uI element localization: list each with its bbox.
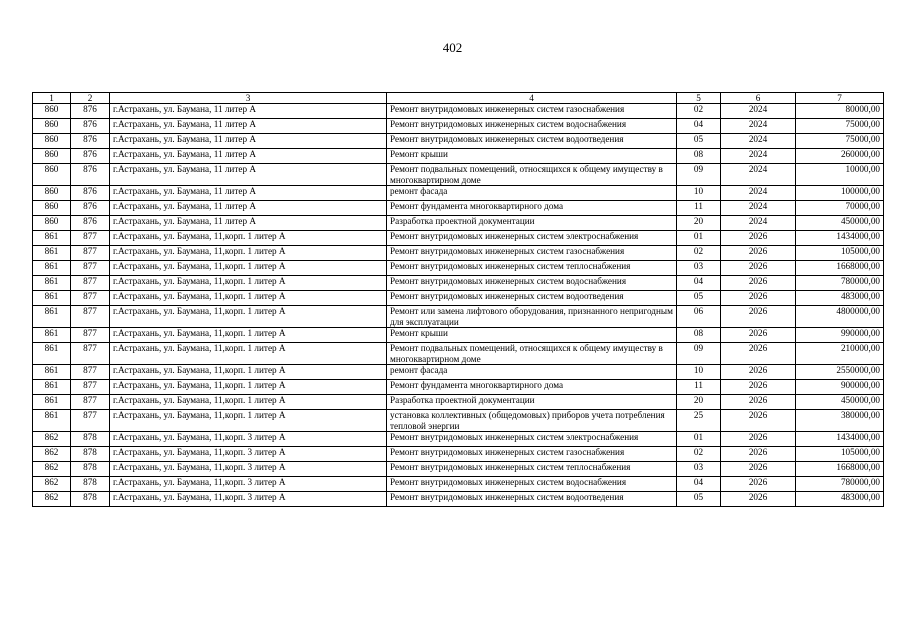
year-cell: 2026 [721, 343, 796, 365]
row-index-cell: 862 [33, 477, 71, 492]
table-row [33, 432, 884, 447]
work-code-cell: 04 [677, 477, 721, 492]
year-cell: 2026 [721, 447, 796, 462]
record-number-cell: 876 [71, 119, 110, 134]
record-number-cell: 877 [71, 328, 110, 343]
work-type-cell: Ремонт внутридомовых инженерных систем электроснабжения [387, 231, 677, 246]
record-number-cell: 878 [71, 432, 110, 447]
year-cell: 2026 [721, 380, 796, 395]
cost-cell: 80000,00 [796, 104, 884, 119]
work-code-cell: 10 [677, 186, 721, 201]
address-cell: г.Астрахань, ул. Баумана, 11 литер А [110, 186, 387, 201]
work-code-cell: 11 [677, 380, 721, 395]
cost-cell: 75000,00 [796, 134, 884, 149]
work-type-cell: Ремонт внутридомовых инженерных систем теплоснабжения [387, 462, 677, 477]
work-type-cell: установка коллективных (общедомовых) приборов учета потребления тепловой энергии [387, 410, 677, 432]
work-type-cell: ремонт фасада [387, 186, 677, 201]
cost-cell: 483000,00 [796, 291, 884, 306]
record-number-cell: 876 [71, 104, 110, 119]
address-cell: г.Астрахань, ул. Баумана, 11,корп. 1 литер А [110, 276, 387, 291]
row-index-cell: 861 [33, 395, 71, 410]
year-cell: 2026 [721, 246, 796, 261]
record-number-cell: 877 [71, 365, 110, 380]
cost-cell: 1434000,00 [796, 231, 884, 246]
work-type-cell: Ремонт фундамента многоквартирного дома [387, 201, 677, 216]
work-code-cell: 08 [677, 149, 721, 164]
table-row [33, 104, 884, 119]
page-number: 402 [442, 40, 463, 55]
record-number-cell: 876 [71, 216, 110, 231]
address-cell: г.Астрахань, ул. Баумана, 11,корп. 1 литер А [110, 261, 387, 276]
row-index-cell: 861 [33, 306, 71, 328]
address-cell: г.Астрахань, ул. Баумана, 11,корп. 3 литер А [110, 477, 387, 492]
work-type-cell: Ремонт внутридомовых инженерных систем электроснабжения [387, 432, 677, 447]
work-code-cell: 09 [677, 164, 721, 186]
work-type-cell: Ремонт внутридомовых инженерных систем водоотведения [387, 134, 677, 149]
record-number-cell: 877 [71, 380, 110, 395]
table-row [33, 328, 884, 343]
table-body [33, 104, 884, 507]
cost-cell: 2550000,00 [796, 365, 884, 380]
row-index-cell: 860 [33, 164, 71, 186]
record-number-cell: 876 [71, 201, 110, 216]
row-index-cell: 861 [33, 231, 71, 246]
work-code-cell: 25 [677, 410, 721, 432]
table-row [33, 395, 884, 410]
record-number-cell: 878 [71, 462, 110, 477]
year-cell: 2026 [721, 365, 796, 380]
year-cell: 2026 [721, 462, 796, 477]
table-row [33, 492, 884, 507]
year-cell: 2024 [721, 186, 796, 201]
column-header: 7 [796, 93, 884, 104]
table-row [33, 477, 884, 492]
address-cell: г.Астрахань, ул. Баумана, 11,корп. 1 литер А [110, 395, 387, 410]
row-index-cell: 861 [33, 343, 71, 365]
address-cell: г.Астрахань, ул. Баумана, 11 литер А [110, 104, 387, 119]
work-type-cell: Ремонт внутридомовых инженерных систем водоснабжения [387, 119, 677, 134]
work-type-cell: Разработка проектной документации [387, 395, 677, 410]
table-row [33, 201, 884, 216]
table-row [33, 231, 884, 246]
work-type-cell: Ремонт внутридомовых инженерных систем водоотведения [387, 291, 677, 306]
table-row [33, 276, 884, 291]
cost-cell: 210000,00 [796, 343, 884, 365]
record-number-cell: 877 [71, 395, 110, 410]
record-number-cell: 878 [71, 447, 110, 462]
cost-cell: 1668000,00 [796, 462, 884, 477]
table-row [33, 410, 884, 432]
address-cell: г.Астрахань, ул. Баумана, 11,корп. 1 литер А [110, 231, 387, 246]
record-number-cell: 878 [71, 492, 110, 507]
work-code-cell: 10 [677, 365, 721, 380]
work-type-cell: Ремонт внутридомовых инженерных систем теплоснабжения [387, 261, 677, 276]
address-cell: г.Астрахань, ул. Баумана, 11,корп. 3 литер А [110, 462, 387, 477]
work-code-cell: 04 [677, 119, 721, 134]
work-type-cell: Ремонт внутридомовых инженерных систем водоснабжения [387, 276, 677, 291]
record-number-cell: 877 [71, 231, 110, 246]
work-code-cell: 01 [677, 231, 721, 246]
address-cell: г.Астрахань, ул. Баумана, 11,корп. 3 литер А [110, 432, 387, 447]
table-row [33, 134, 884, 149]
record-number-cell: 876 [71, 186, 110, 201]
work-type-cell: Ремонт внутридомовых инженерных систем водоотведения [387, 492, 677, 507]
repair-schedule-table [32, 92, 884, 507]
year-cell: 2026 [721, 410, 796, 432]
table-row [33, 119, 884, 134]
address-cell: г.Астрахань, ул. Баумана, 11 литер А [110, 164, 387, 186]
column-header: 5 [677, 93, 721, 104]
work-type-cell: Ремонт крыши [387, 149, 677, 164]
work-code-cell: 11 [677, 201, 721, 216]
cost-cell: 105000,00 [796, 246, 884, 261]
column-header: 1 [33, 93, 71, 104]
year-cell: 2024 [721, 164, 796, 186]
address-cell: г.Астрахань, ул. Баумана, 11,корп. 1 литер А [110, 410, 387, 432]
address-cell: г.Астрахань, ул. Баумана, 11,корп. 1 литер А [110, 306, 387, 328]
cost-cell: 4800000,00 [796, 306, 884, 328]
address-cell: г.Астрахань, ул. Баумана, 11 литер А [110, 216, 387, 231]
column-header: 6 [721, 93, 796, 104]
work-code-cell: 05 [677, 134, 721, 149]
address-cell: г.Астрахань, ул. Баумана, 11,корп. 1 литер А [110, 365, 387, 380]
table-header-row [33, 93, 884, 104]
year-cell: 2026 [721, 477, 796, 492]
work-code-cell: 02 [677, 104, 721, 119]
work-code-cell: 03 [677, 261, 721, 276]
work-type-cell: Ремонт или замена лифтового оборудования, признанного непригодным для эксплуатации [387, 306, 677, 328]
column-header: 4 [387, 93, 677, 104]
work-code-cell: 04 [677, 276, 721, 291]
column-header: 3 [110, 93, 387, 104]
cost-cell: 100000,00 [796, 186, 884, 201]
cost-cell: 1668000,00 [796, 261, 884, 276]
year-cell: 2026 [721, 328, 796, 343]
cost-cell: 1434000,00 [796, 432, 884, 447]
record-number-cell: 877 [71, 246, 110, 261]
table-row [33, 447, 884, 462]
cost-cell: 900000,00 [796, 380, 884, 395]
table-row [33, 216, 884, 231]
year-cell: 2026 [721, 231, 796, 246]
record-number-cell: 877 [71, 410, 110, 432]
address-cell: г.Астрахань, ул. Баумана, 11,корп. 3 литер А [110, 492, 387, 507]
address-cell: г.Астрахань, ул. Баумана, 11,корп. 1 литер А [110, 246, 387, 261]
table-row [33, 261, 884, 276]
table-row [33, 149, 884, 164]
record-number-cell: 877 [71, 343, 110, 365]
row-index-cell: 862 [33, 432, 71, 447]
table-row [33, 343, 884, 365]
address-cell: г.Астрахань, ул. Баумана, 11,корп. 1 литер А [110, 343, 387, 365]
row-index-cell: 862 [33, 447, 71, 462]
row-index-cell: 861 [33, 328, 71, 343]
work-code-cell: 03 [677, 462, 721, 477]
table-row [33, 246, 884, 261]
cost-cell: 105000,00 [796, 447, 884, 462]
work-code-cell: 02 [677, 246, 721, 261]
row-index-cell: 860 [33, 216, 71, 231]
row-index-cell: 860 [33, 149, 71, 164]
cost-cell: 70000,00 [796, 201, 884, 216]
row-index-cell: 861 [33, 261, 71, 276]
cost-cell: 380000,00 [796, 410, 884, 432]
address-cell: г.Астрахань, ул. Баумана, 11,корп. 1 литер А [110, 380, 387, 395]
year-cell: 2026 [721, 261, 796, 276]
table-row [33, 380, 884, 395]
year-cell: 2026 [721, 395, 796, 410]
row-index-cell: 860 [33, 201, 71, 216]
work-code-cell: 06 [677, 306, 721, 328]
row-index-cell: 860 [33, 104, 71, 119]
row-index-cell: 861 [33, 291, 71, 306]
column-header: 2 [71, 93, 110, 104]
year-cell: 2024 [721, 149, 796, 164]
work-type-cell: Ремонт фундамента многоквартирного дома [387, 380, 677, 395]
record-number-cell: 877 [71, 306, 110, 328]
work-type-cell: Ремонт внутридомовых инженерных систем водоснабжения [387, 477, 677, 492]
record-number-cell: 877 [71, 261, 110, 276]
table-row [33, 306, 884, 328]
row-index-cell: 862 [33, 462, 71, 477]
address-cell: г.Астрахань, ул. Баумана, 11,корп. 1 литер А [110, 328, 387, 343]
record-number-cell: 876 [71, 164, 110, 186]
year-cell: 2024 [721, 216, 796, 231]
work-type-cell: Ремонт подвальных помещений, относящихся к общему имуществу в многоквартирном доме [387, 343, 677, 365]
cost-cell: 990000,00 [796, 328, 884, 343]
row-index-cell: 861 [33, 246, 71, 261]
year-cell: 2026 [721, 276, 796, 291]
work-type-cell: Ремонт внутридомовых инженерных систем газоснабжения [387, 104, 677, 119]
row-index-cell: 861 [33, 276, 71, 291]
address-cell: г.Астрахань, ул. Баумана, 11 литер А [110, 149, 387, 164]
record-number-cell: 876 [71, 149, 110, 164]
cost-cell: 780000,00 [796, 276, 884, 291]
work-code-cell: 02 [677, 447, 721, 462]
year-cell: 2024 [721, 104, 796, 119]
year-cell: 2026 [721, 432, 796, 447]
table-row [33, 462, 884, 477]
address-cell: г.Астрахань, ул. Баумана, 11 литер А [110, 201, 387, 216]
year-cell: 2026 [721, 291, 796, 306]
work-code-cell: 05 [677, 492, 721, 507]
table-row [33, 186, 884, 201]
row-index-cell: 860 [33, 119, 71, 134]
year-cell: 2024 [721, 201, 796, 216]
table-row [33, 365, 884, 380]
cost-cell: 10000,00 [796, 164, 884, 186]
year-cell: 2026 [721, 306, 796, 328]
year-cell: 2024 [721, 119, 796, 134]
work-code-cell: 08 [677, 328, 721, 343]
row-index-cell: 861 [33, 380, 71, 395]
year-cell: 2026 [721, 492, 796, 507]
row-index-cell: 862 [33, 492, 71, 507]
record-number-cell: 876 [71, 134, 110, 149]
cost-cell: 780000,00 [796, 477, 884, 492]
work-type-cell: Ремонт крыши [387, 328, 677, 343]
cost-cell: 450000,00 [796, 216, 884, 231]
record-number-cell: 877 [71, 276, 110, 291]
table-row [33, 291, 884, 306]
work-code-cell: 20 [677, 395, 721, 410]
work-type-cell: Ремонт подвальных помещений, относящихся к общему имуществу в многоквартирном доме [387, 164, 677, 186]
cost-cell: 450000,00 [796, 395, 884, 410]
row-index-cell: 860 [33, 134, 71, 149]
cost-cell: 260000,00 [796, 149, 884, 164]
cost-cell: 483000,00 [796, 492, 884, 507]
work-type-cell: Ремонт внутридомовых инженерных систем газоснабжения [387, 447, 677, 462]
work-type-cell: Ремонт внутридомовых инженерных систем газоснабжения [387, 246, 677, 261]
record-number-cell: 877 [71, 291, 110, 306]
work-type-cell: Разработка проектной документации [387, 216, 677, 231]
row-index-cell: 861 [33, 410, 71, 432]
work-code-cell: 01 [677, 432, 721, 447]
address-cell: г.Астрахань, ул. Баумана, 11,корп. 3 литер А [110, 447, 387, 462]
address-cell: г.Астрахань, ул. Баумана, 11 литер А [110, 119, 387, 134]
row-index-cell: 860 [33, 186, 71, 201]
address-cell: г.Астрахань, ул. Баумана, 11 литер А [110, 134, 387, 149]
row-index-cell: 861 [33, 365, 71, 380]
table-row [33, 164, 884, 186]
work-type-cell: ремонт фасада [387, 365, 677, 380]
year-cell: 2024 [721, 134, 796, 149]
record-number-cell: 878 [71, 477, 110, 492]
cost-cell: 75000,00 [796, 119, 884, 134]
work-code-cell: 09 [677, 343, 721, 365]
address-cell: г.Астрахань, ул. Баумана, 11,корп. 1 литер А [110, 291, 387, 306]
work-code-cell: 20 [677, 216, 721, 231]
work-code-cell: 05 [677, 291, 721, 306]
